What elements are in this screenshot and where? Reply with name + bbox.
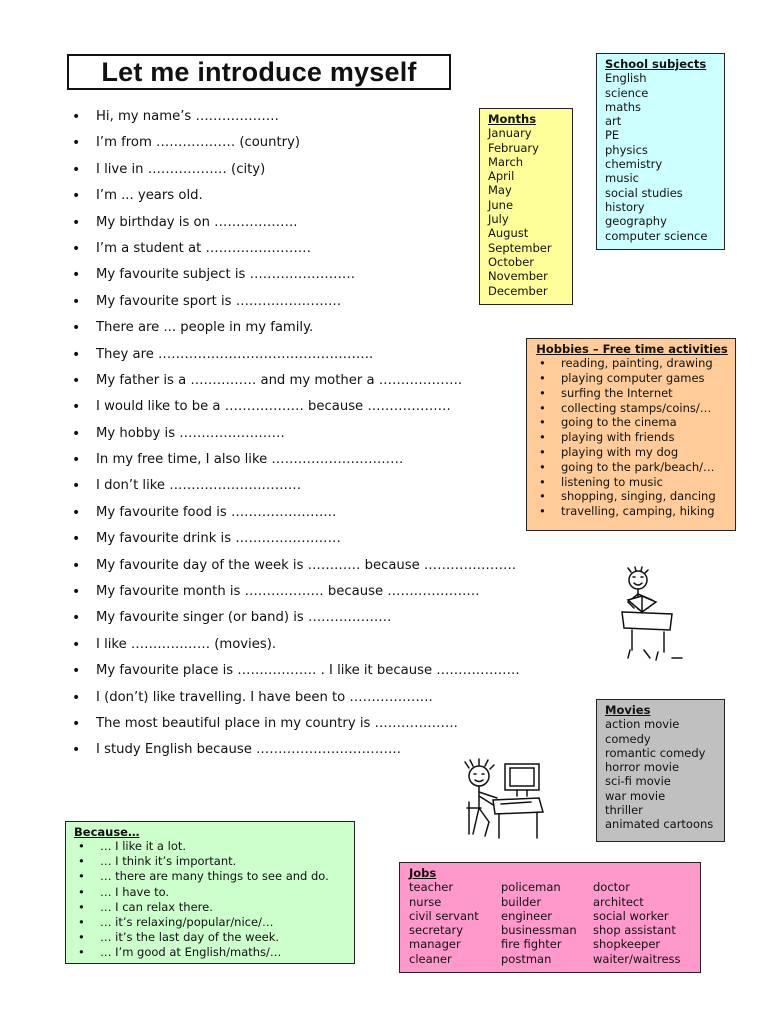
- movie-item: romantic comedy: [605, 745, 706, 760]
- month-item: March: [488, 154, 524, 169]
- job-item: cleaner: [409, 951, 452, 966]
- title-box: [67, 54, 451, 90]
- sentence-item: • I’m ... years old.: [70, 183, 590, 209]
- job-item: policeman: [501, 880, 561, 895]
- jobs-column: [409, 880, 501, 966]
- sentence-item: • My favourite food is ……………………: [70, 500, 590, 526]
- job-item: secretary: [409, 923, 464, 938]
- because-item: • … I can relax there.: [74, 900, 348, 915]
- job-item: architect: [593, 894, 644, 909]
- reading-child-illustration: [612, 566, 688, 666]
- sentence-item: • I don’t like …………………………: [70, 473, 590, 499]
- job-item: fire fighter: [501, 937, 562, 952]
- job-item: manager: [409, 937, 461, 952]
- movies-heading: Movies: [605, 703, 651, 717]
- because-box: [65, 821, 355, 964]
- hobby-item: • playing computer games: [535, 371, 729, 386]
- movies-box: [596, 699, 725, 842]
- sentence-item: • I’m from ……………… (country): [70, 130, 590, 156]
- month-item: January: [488, 126, 532, 141]
- month-item: May: [488, 183, 512, 198]
- movie-item: thriller: [605, 803, 643, 818]
- hobbies-heading: Hobbies – Free time activities: [536, 342, 728, 356]
- job-item: businessman: [501, 923, 577, 938]
- sentence-item: • Hi, my name’s ……………….: [70, 104, 590, 130]
- month-item: October: [488, 254, 535, 269]
- subject-item: chemistry: [605, 157, 663, 172]
- sentence-item: • My favourite sport is ……………………: [70, 289, 590, 315]
- subject-item: computer science: [605, 228, 708, 243]
- sentence-item: • There are ... people in my family.: [70, 315, 590, 341]
- school-subjects-box: [596, 53, 725, 250]
- because-item: • … I think it’s important.: [74, 854, 348, 869]
- sentence-item: • I (don’t) like travelling. I have been to ……………….: [70, 685, 590, 711]
- movie-item: animated cartoons: [605, 817, 714, 832]
- sentence-item: • I’m a student at ……………………: [70, 236, 590, 262]
- sentence-item: • In my free time, I also like …………………………: [70, 447, 590, 473]
- sentence-item: • I like ……………… (movies).: [70, 632, 590, 658]
- subject-item: maths: [605, 99, 642, 114]
- jobs-heading: Jobs: [409, 866, 437, 880]
- month-item: September: [488, 240, 552, 255]
- because-item: • … I like it a lot.: [74, 839, 348, 854]
- sentence-item: • My favourite subject is ……………………: [70, 262, 590, 288]
- because-item: • … it’s the last day of the week.: [74, 930, 348, 945]
- month-item: February: [488, 140, 539, 155]
- job-item: engineer: [501, 908, 553, 923]
- months-box: [479, 108, 573, 305]
- sentence-item: • My favourite place is ……………… . I like it because ……………….: [70, 658, 590, 684]
- job-item: postman: [501, 951, 552, 966]
- sentence-item: • My favourite drink is ……………………: [70, 526, 590, 552]
- hobby-item: • going to the park/beach/…: [535, 460, 729, 475]
- job-item: teacher: [409, 880, 454, 895]
- movie-item: action movie: [605, 717, 680, 732]
- movie-item: sci-fi movie: [605, 774, 671, 789]
- subject-item: history: [605, 199, 645, 214]
- subject-item: science: [605, 85, 649, 100]
- job-item: shopkeeper: [593, 937, 661, 952]
- job-item: shop assistant: [593, 923, 676, 938]
- hobby-item: • listening to music: [535, 475, 729, 490]
- jobs-box: [399, 862, 701, 973]
- hobby-item: • collecting stamps/coins/…: [535, 401, 729, 416]
- jobs-column: [593, 880, 685, 966]
- hobby-item: • playing with friends: [535, 430, 729, 445]
- month-item: June: [488, 197, 514, 212]
- month-item: August: [488, 226, 529, 241]
- page-title: Let me introduce myself: [101, 56, 417, 87]
- because-item: • … it’s relaxing/popular/nice/…: [74, 915, 348, 930]
- sentence-item: • I live in ……………… (city): [70, 157, 590, 183]
- hobby-item: • going to the cinema: [535, 415, 729, 430]
- hobby-item: • shopping, singing, dancing: [535, 489, 729, 504]
- sentence-item: • I study English because ……………………………: [70, 737, 590, 763]
- month-item: April: [488, 169, 515, 184]
- subject-item: social studies: [605, 185, 683, 200]
- subject-item: art: [605, 114, 622, 129]
- computer-child-illustration: [455, 756, 550, 848]
- school-subjects-heading: School subjects: [605, 57, 707, 71]
- subject-item: PE: [605, 128, 620, 143]
- job-item: nurse: [409, 894, 442, 909]
- because-item: • … I’m good at English/maths/…: [74, 945, 348, 960]
- movie-item: horror movie: [605, 760, 680, 775]
- because-item: • … I have to.: [74, 885, 348, 900]
- sentence-item: • My favourite singer (or band) is ……………….: [70, 605, 590, 631]
- sentence-item: • They are ………………………………………….: [70, 342, 590, 368]
- months-heading: Months: [488, 112, 537, 126]
- job-item: builder: [501, 894, 542, 909]
- sentence-item: • My hobby is ……………………: [70, 421, 590, 447]
- job-item: civil servant: [409, 908, 479, 923]
- hobbies-box: [526, 338, 736, 531]
- month-item: July: [488, 212, 509, 227]
- subject-item: music: [605, 171, 640, 186]
- sentence-item: • My favourite day of the week is ………… because …………………: [70, 553, 590, 579]
- jobs-column: [501, 880, 593, 966]
- subject-item: geography: [605, 214, 667, 229]
- month-item: November: [488, 269, 548, 284]
- sentence-item: • My favourite month is ……………… because …………………: [70, 579, 590, 605]
- month-item: December: [488, 283, 548, 298]
- job-item: social worker: [593, 908, 669, 923]
- sentence-item: • My father is a …………… and my mother a ……………….: [70, 368, 590, 394]
- sentence-item: • The most beautiful place in my country is ……………….: [70, 711, 590, 737]
- subject-item: physics: [605, 142, 648, 157]
- job-item: waiter/waitress: [593, 951, 681, 966]
- hobby-item: • playing with my dog: [535, 445, 729, 460]
- sentence-item: • I would like to be a ……………… because ……………….: [70, 394, 590, 420]
- movie-item: war movie: [605, 788, 666, 803]
- hobby-item: • surfing the Internet: [535, 386, 729, 401]
- because-item: • … there are many things to see and do.: [74, 869, 348, 884]
- sentence-item: • My birthday is on ……………….: [70, 210, 590, 236]
- subject-item: English: [605, 71, 647, 86]
- hobby-item: • reading, painting, drawing: [535, 356, 729, 371]
- because-heading: Because…: [74, 825, 140, 839]
- movie-item: comedy: [605, 731, 651, 746]
- job-item: doctor: [593, 880, 630, 895]
- hobby-item: • travelling, camping, hiking: [535, 504, 729, 519]
